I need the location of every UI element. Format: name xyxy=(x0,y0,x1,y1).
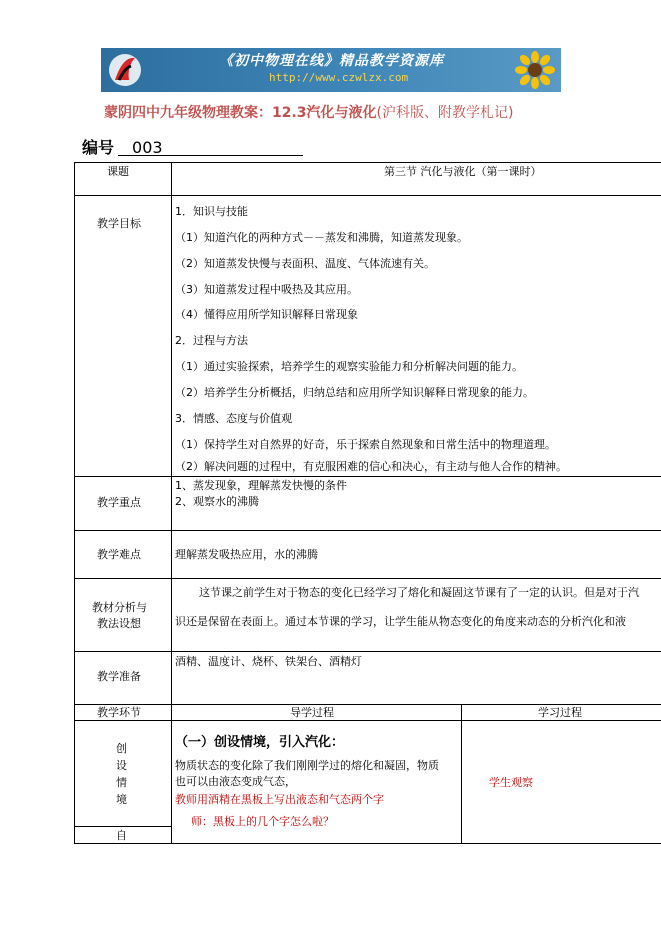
header-banner xyxy=(101,48,561,92)
analysis-label-line2: 教法设想 xyxy=(97,617,141,630)
number-label: 编号 xyxy=(82,138,115,157)
teacher-action-line: 教师用酒精在黑板上写出液态和气态两个字 xyxy=(175,793,384,806)
objective-line: （1）知道汽化的两种方式－－蒸发和沸腾，知道蒸发现象。 xyxy=(175,231,468,244)
objective-line: （2）解决问题的过程中，有克服困难的信心和决心，有主动与他人合作的精神。 xyxy=(175,460,567,473)
stage-char: 创 xyxy=(116,742,127,755)
objective-line: （1）通过实验探索，培养学生的观察实验能力和分析解决问题的能力。 xyxy=(175,360,523,373)
teacher-question-line: 师：黑板上的几个字怎么啦？ xyxy=(191,815,334,828)
site-logo-icon xyxy=(105,52,145,88)
key-point-line: 2、观察水的沸腾 xyxy=(175,495,259,508)
analysis-line: 识还是保留在表面上。通过本节课的学习，让学生能从物态变化的角度来动态的分析汽化和液 xyxy=(175,615,626,628)
lesson-label: 课题 xyxy=(107,165,129,178)
objective-line: （3）知道蒸发过程中吸热及其应用。 xyxy=(175,283,358,296)
objective-line: （2）知道蒸发快慢与表面积、温度、气体流速有关。 xyxy=(175,257,435,270)
number-value: 003 xyxy=(132,138,163,157)
difficulty-label: 教学难点 xyxy=(97,548,141,561)
banner-title: 《初中物理在线》精品教学资源库 xyxy=(219,53,444,69)
document-title-suffix: (沪科版、附教学札记) xyxy=(376,105,514,121)
key-point-line: 1、蒸发现象，理解蒸发快慢的条件 xyxy=(175,479,347,492)
objective-line: 2．过程与方法 xyxy=(175,334,248,347)
stage-char: 境 xyxy=(116,793,127,806)
analysis-label-line1: 教材分析与 xyxy=(92,601,147,614)
objective-line: （2）培养学生分析概括，归纳总结和应用所学知识解释日常现象的能力。 xyxy=(175,386,534,399)
document-title xyxy=(104,102,513,122)
number-underline xyxy=(118,155,303,156)
sunflower-icon xyxy=(515,51,555,89)
objectives-label: 教学目标 xyxy=(97,217,141,230)
lesson-title: 第三节 汽化与液化（第一课时） xyxy=(384,165,542,178)
stage2-char: 自 xyxy=(116,829,127,842)
study-header: 学习过程 xyxy=(538,706,582,719)
objective-line: （4）懂得应用所学知识解释日常现象 xyxy=(175,308,358,321)
difficulty-value: 理解蒸发吸热应用，水的沸腾 xyxy=(175,548,318,561)
preparation-value: 酒精、温度计、烧杯、铁架台、酒精灯 xyxy=(175,655,362,668)
study-note: 学生观察 xyxy=(489,776,533,789)
section-heading: （一）创设情境，引入汽化： xyxy=(175,735,345,750)
stage-header: 教学环节 xyxy=(97,706,141,719)
analysis-line: 这节课之前学生对于物态的变化已经学习了熔化和凝固这节课有了一定的认识。但是对于汽 xyxy=(199,586,639,599)
objective-line: 1．知识与技能 xyxy=(175,205,248,218)
key-points-label: 教学重点 xyxy=(97,496,141,509)
preparation-label: 教学准备 xyxy=(97,670,141,683)
banner-url: http://www.czwlzx.com xyxy=(269,71,409,84)
guide-text-line: 也可以由液态变成气态， xyxy=(175,775,296,788)
guide-text-line: 物质状态的变化除了我们刚刚学过的熔化和凝固，物质 xyxy=(175,759,439,772)
guide-header: 导学过程 xyxy=(290,706,334,719)
stage-char: 设 xyxy=(116,759,127,772)
objective-line: （1）保持学生对自然界的好奇，乐于探索自然现象和日常生活中的物理道理。 xyxy=(175,438,556,451)
objective-line: 3．情感、态度与价值观 xyxy=(175,412,292,425)
document-title-main: 蒙阴四中九年级物理教案：12.3汽化与液化 xyxy=(104,105,377,121)
stage-char: 情 xyxy=(116,776,127,789)
